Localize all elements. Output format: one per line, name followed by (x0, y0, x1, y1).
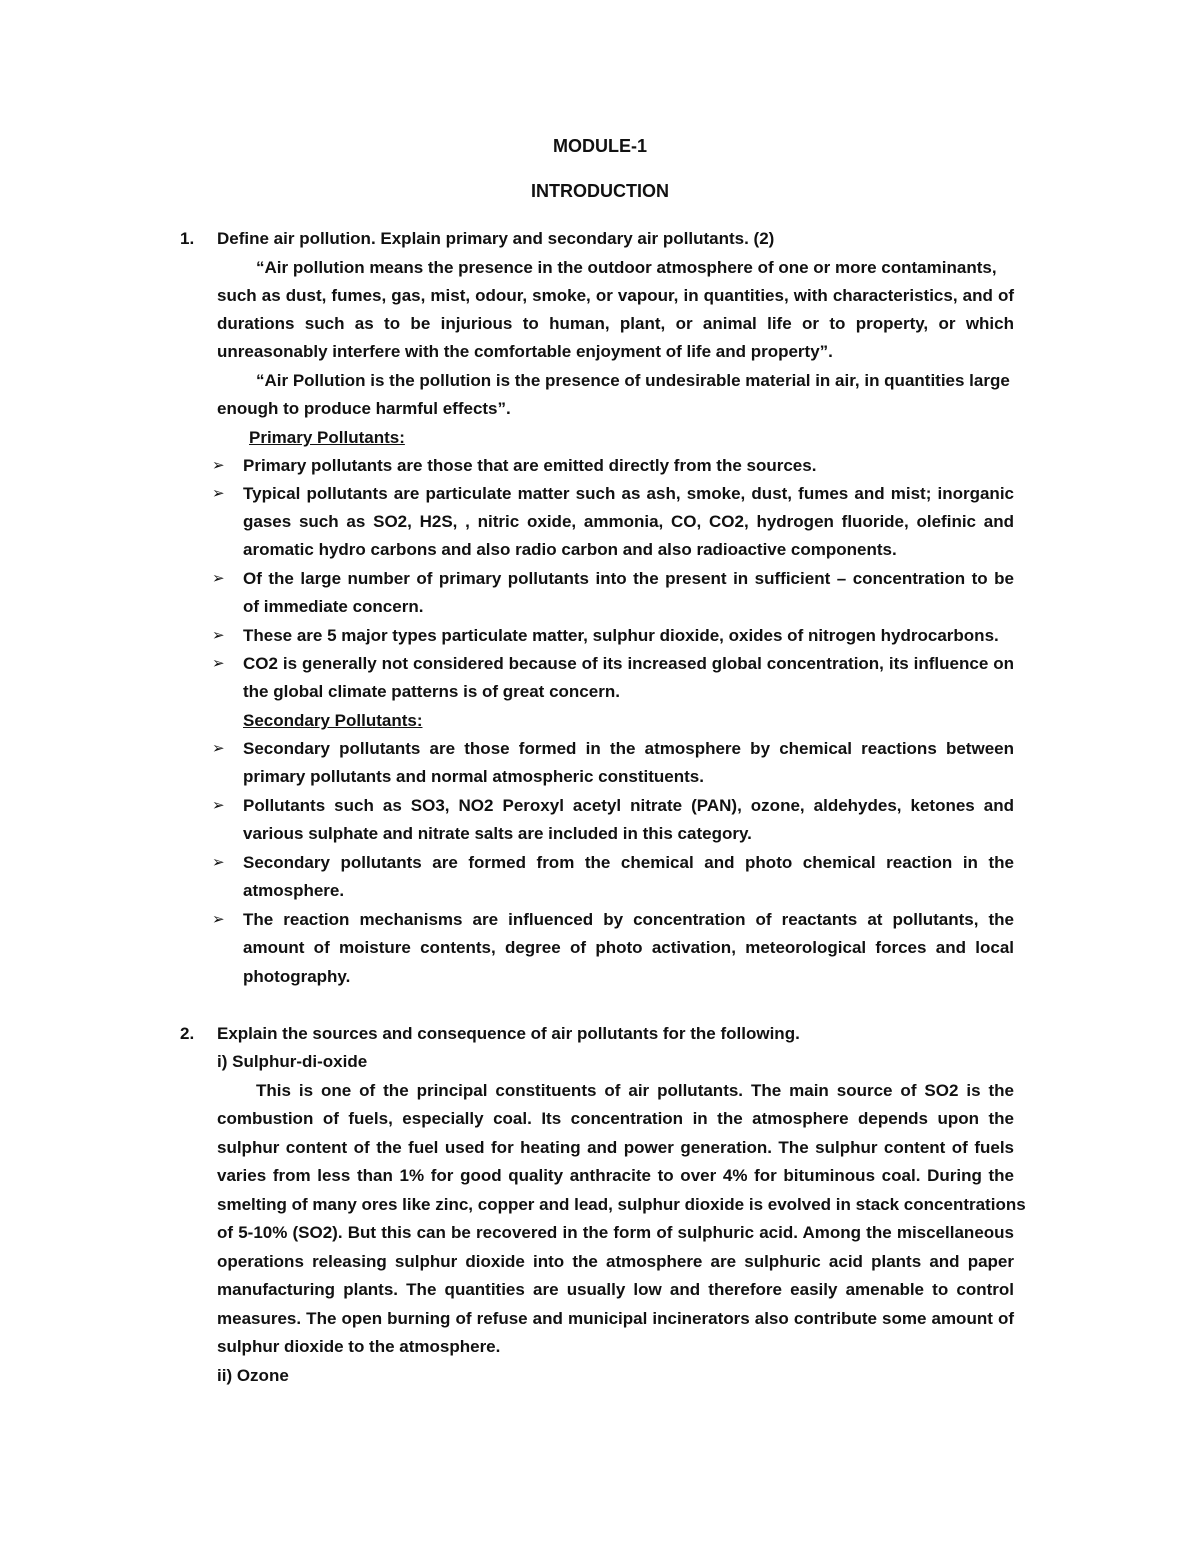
definition-line: “Air Pollution is the pollution is the presence of undesirable material in air, in quantities large (256, 371, 1010, 390)
list-item: of immediate concern. (243, 597, 424, 616)
definition-line: durations such as to be injurious to human, plant, or animal life or to property, or which (217, 314, 1014, 333)
subheading-ozone: ii) Ozone (217, 1366, 289, 1385)
list-item: photography. (243, 967, 351, 986)
primary-pollutants-heading: Primary Pollutants: (249, 428, 405, 447)
definition-line: such as dust, fumes, gas, mist, odour, smoke, or vapour, in quantities, with characteristics, and of (217, 286, 1014, 305)
list-item: various sulphate and nitrate salts are included in this category. (243, 824, 752, 843)
list-item: aromatic hydro carbons and also radio carbon and also radioactive components. (243, 540, 897, 559)
paragraph-line: measures. The open burning of refuse and municipal incinerators also contribute some amount of (217, 1309, 1014, 1328)
list-item: The reaction mechanisms are influenced by concentration of reactants at pollutants, the (243, 910, 1014, 929)
list-item: These are 5 major types particulate matter, sulphur dioxide, oxides of nitrogen hydrocarbons. (243, 626, 999, 645)
paragraph-line: This is one of the principal constituents of air pollutants. The main source of SO2 is the (256, 1081, 1014, 1100)
arrow-bullet-icon: ➢ (212, 854, 225, 871)
question-number: 2. (180, 1024, 195, 1043)
list-item: the global climate patterns is of great concern. (243, 682, 620, 701)
list-item: gases such as SO2, H2S, , nitric oxide, ammonia, CO, CO2, hydrogen fluoride, olefinic and (243, 512, 1014, 531)
list-item: Typical pollutants are particulate matter such as ash, smoke, dust, fumes and mist; inorganic (243, 484, 1014, 503)
section-title: INTRODUCTION (531, 181, 669, 201)
list-item: amount of moisture contents, degree of photo activation, meteorological forces and local (243, 938, 1014, 957)
paragraph-line: varies from less than 1% for good quality anthracite to over 4% for bituminous coal. During the (217, 1166, 1014, 1185)
question-text: Define air pollution. Explain primary and secondary air pollutants. (2) (217, 229, 775, 248)
arrow-bullet-icon: ➢ (212, 655, 225, 672)
arrow-bullet-icon: ➢ (212, 740, 225, 757)
paragraph-line: sulphur content of the fuel used for heating and power generation. The sulphur content of fuels (217, 1138, 1014, 1157)
definition-line: unreasonably interfere with the comfortable enjoyment of life and property”. (217, 342, 833, 361)
paragraph-line: of 5-10% (SO2). But this can be recovered in the form of sulphuric acid. Among the miscellaneous (217, 1223, 1014, 1242)
secondary-pollutants-heading: Secondary Pollutants: (243, 711, 423, 730)
list-item: Primary pollutants are those that are emitted directly from the sources. (243, 456, 817, 475)
paragraph-line: smelting of many ores like zinc, copper and lead, sulphur dioxide is evolved in stack concentrations (217, 1195, 1026, 1214)
subheading-sulphur-dioxide: i) Sulphur-di-oxide (217, 1052, 368, 1071)
paragraph-line: combustion of fuels, especially coal. Its concentration in the atmosphere depends upon the (217, 1109, 1014, 1128)
question-text: Explain the sources and consequence of air pollutants for the following. (217, 1024, 800, 1043)
paragraph-line: operations releasing sulphur dioxide into the atmosphere are sulphuric acid plants and paper (217, 1252, 1014, 1271)
definition-line: enough to produce harmful effects”. (217, 399, 511, 418)
list-item: primary pollutants and normal atmospheric constituents. (243, 767, 704, 786)
list-item: Pollutants such as SO3, NO2 Peroxyl acetyl nitrate (PAN), ozone, aldehydes, ketones and (243, 796, 1014, 815)
paragraph-line: sulphur dioxide to the atmosphere. (217, 1337, 501, 1356)
list-item: Secondary pollutants are formed from the chemical and photo chemical reaction in the (243, 853, 1014, 872)
arrow-bullet-icon: ➢ (212, 797, 225, 814)
list-item: Secondary pollutants are those formed in the atmosphere by chemical reactions between (243, 739, 1014, 758)
question-number: 1. (180, 229, 195, 248)
arrow-bullet-icon: ➢ (212, 570, 225, 587)
arrow-bullet-icon: ➢ (212, 485, 225, 502)
list-item: atmosphere. (243, 881, 345, 900)
list-item: CO2 is generally not considered because of its increased global concentration, its influence on (243, 654, 1014, 673)
arrow-bullet-icon: ➢ (212, 457, 225, 474)
module-title: MODULE-1 (553, 136, 647, 156)
definition-line: “Air pollution means the presence in the outdoor atmosphere of one or more contaminants, (256, 258, 997, 277)
paragraph-line: manufacturing plants. The quantities are usually low and therefore easily amenable to control (217, 1280, 1014, 1299)
arrow-bullet-icon: ➢ (212, 911, 225, 928)
arrow-bullet-icon: ➢ (212, 627, 225, 644)
list-item: Of the large number of primary pollutants into the present in sufficient – concentration to be (243, 569, 1014, 588)
